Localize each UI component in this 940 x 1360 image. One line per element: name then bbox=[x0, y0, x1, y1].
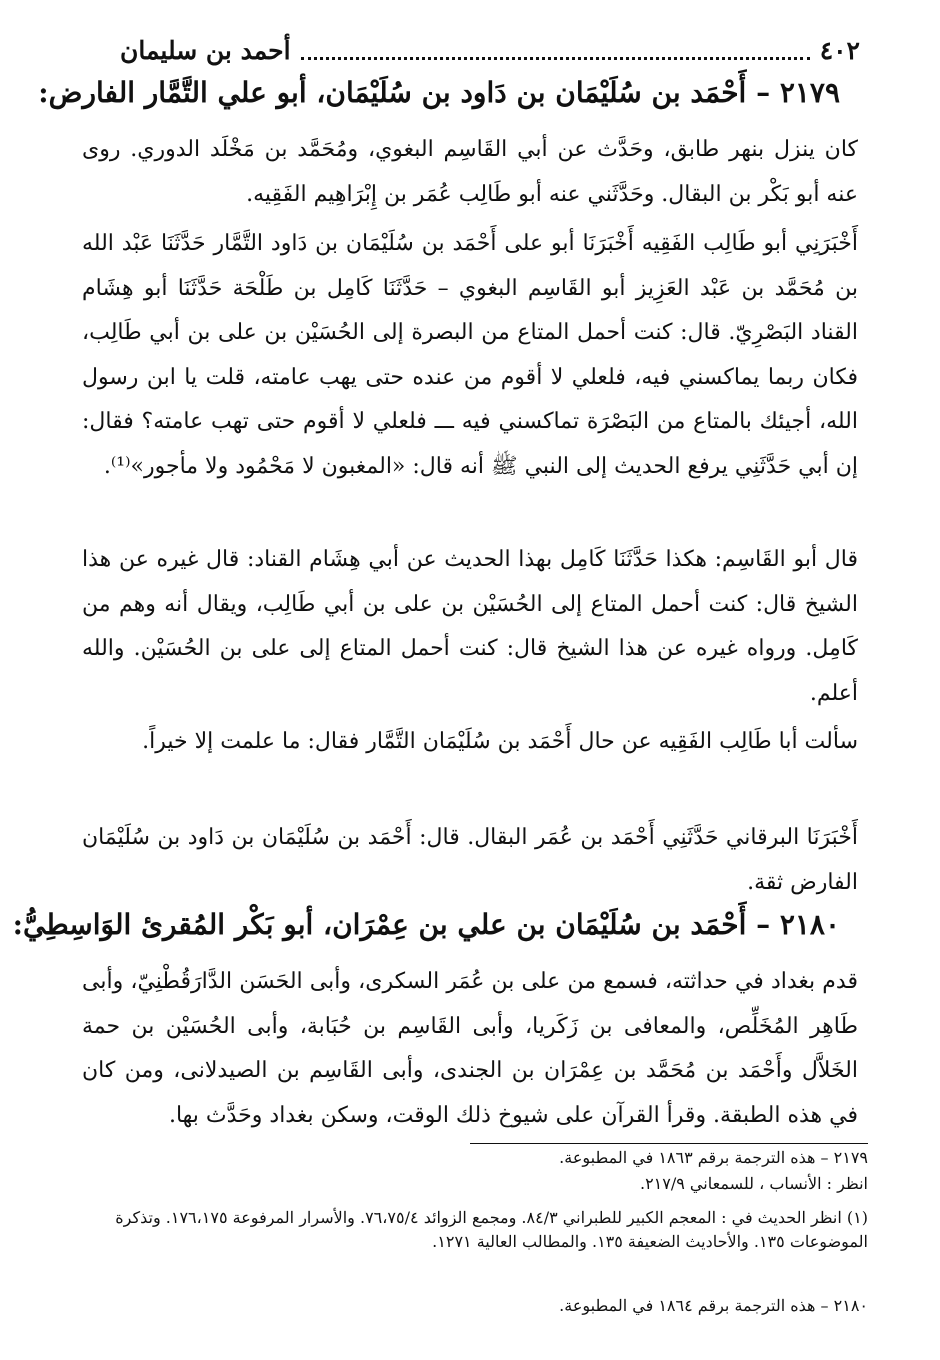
running-title: أحمد بن سليمان bbox=[120, 35, 291, 65]
entry-2179-paragraph-1: كان ينزل بنهر طابق، وحَدَّث عن أبي القَاسِم البغوي، ومُحَمَّد بن مَخْلَد الدوري. روى عنه أبو بَكْر بن البقال. وحَدَّثَني عنه أبو طَالِب عُمَر بن إِبْرَاهِيم الفَقِيه. bbox=[82, 137, 858, 207]
footnote-ansab: انظر : الأنساب ، للسمعاني ٢١٧/٩. bbox=[639, 1174, 868, 1193]
entry-2179-heading: ٢١٧٩ – أَحْمَد بن سُلَيْمَان بن دَاود بن سُلَيْمَان، أبو علي التَّمَّار الفارض: bbox=[38, 76, 840, 109]
entry-2179-paragraph-5: أَخْبَرَنَا البرقاني حَدَّثَنِي أَحْمَد بن عُمَر البقال. قال: أَحْمَد بن سُلَيْمَان بن دَاود بن سُلَيْمَان الفارض ثقة. bbox=[82, 825, 858, 895]
running-header bbox=[120, 30, 860, 70]
footnote-2179: ٢١٧٩ – هذه الترجمة برقم ١٨٦٣ في المطبوعة. bbox=[559, 1148, 868, 1167]
page-number: ٤٠٢ bbox=[819, 35, 860, 65]
entry-2179-paragraph-2: أَخْبَرَنِي أبو طَالِب الفَقِيه أَخْبَرَنَا أبو على أَحْمَد بن سُلَيْمَان بن دَاود التَّمَّار حَدَّثَنَا عَبْد الله بن مُحَمَّد بن عَبْد العَزِيز أبو القَاسِم البغوي – حَدَّثَنَا كَامِل بن طَلْحَة حَدَّثَنَا أبو هِشَام القناد البَصْرِيّ. قال: كنت أحمل المتاع من البصرة إلى الحُسَيْن بن على بن أبي طَالِب، فكان ربما يماكسني فيه، فلعلي لا أقوم من عنده حتى يهب عامته، قلت يا ابن رسول الله، أجيئك بالمتاع من البَصْرَة تماكسني فيه ـــ فلعلي لا أقوم حتى تهب عامته؟ فقال: إن أبي حَدَّثَنِي يرفع الحديث إلى النبي ﷺ أنه قال: «المغبون لا مَحْمُود ولا مأجور»⁽¹⁾. bbox=[82, 231, 859, 479]
entry-2179-paragraph-3: قال أبو القَاسِم: هكذا حَدَّثَنَا كَامِل بهذا الحديث عن أبي هِشَام القناد: قال غيره عن هذا الشيخ قال: كنت أحمل المتاع إلى الحُسَيْن بن على بن أبي طَالِب، ويقال أنه وهم من كَامِل. ورواه غيره عن هذا الشيخ قال: كنت أحمل المتاع إلى على بن الحُسَيْن. والله أعلم. bbox=[82, 547, 858, 706]
footnote-2180: ٢١٨٠ – هذه الترجمة برقم ١٨٦٤ في المطبوعة. bbox=[559, 1296, 868, 1315]
entry-2180-paragraph-1: قدم بغداد في حداثته، فسمع من على بن عُمَر السكرى، وأبى الحَسَن الدَّارَقُطْنِيّ، وأبى طَاهِر المُخَلِّص، والمعافى بن زَكَريا، وأبى القَاسِم بن حُبَابة، وأبى الحُسَيْن بن حمة الخَلاَّل وأَحْمَد بن مُحَمَّد بن عِمْرَان بن الجندى، وأبى القَاسِم بن الصيدلانى، ومن كان في هذه الطبقة. وقرأ القرآن على شيوخ ذلك الوقت، وسكن بغداد وحَدَّث بها. bbox=[82, 969, 858, 1128]
leader-dots bbox=[301, 41, 810, 60]
footnote-separator bbox=[470, 1143, 868, 1144]
footnote-1: (١) انظر الحديث في : المعجم الكبير للطبراني ٨٤/٣. ومجمع الزوائد ٧٦،٧٥/٤. والأسرار المرفوعة ١٧٦،١٧٥. وتذكرة الموضوعات ١٣٥. والأحاديث الضعيفة ١٣٥. والمطالب العالية ١٢٧١. bbox=[115, 1208, 868, 1251]
entry-2179-paragraph-4: سألت أبا طَالِب الفَقِيه عن حال أَحْمَد بن سُلَيْمَان التَّمَّار فقال: ما علمت إلا خيراً. bbox=[142, 729, 858, 754]
entry-2180-heading: ٢١٨٠ – أَحْمَد بن سُلَيْمَان بن علي بن عِمْرَان، أبو بَكْر المُقرئ الوَاسِطِيُّ: bbox=[12, 908, 840, 941]
